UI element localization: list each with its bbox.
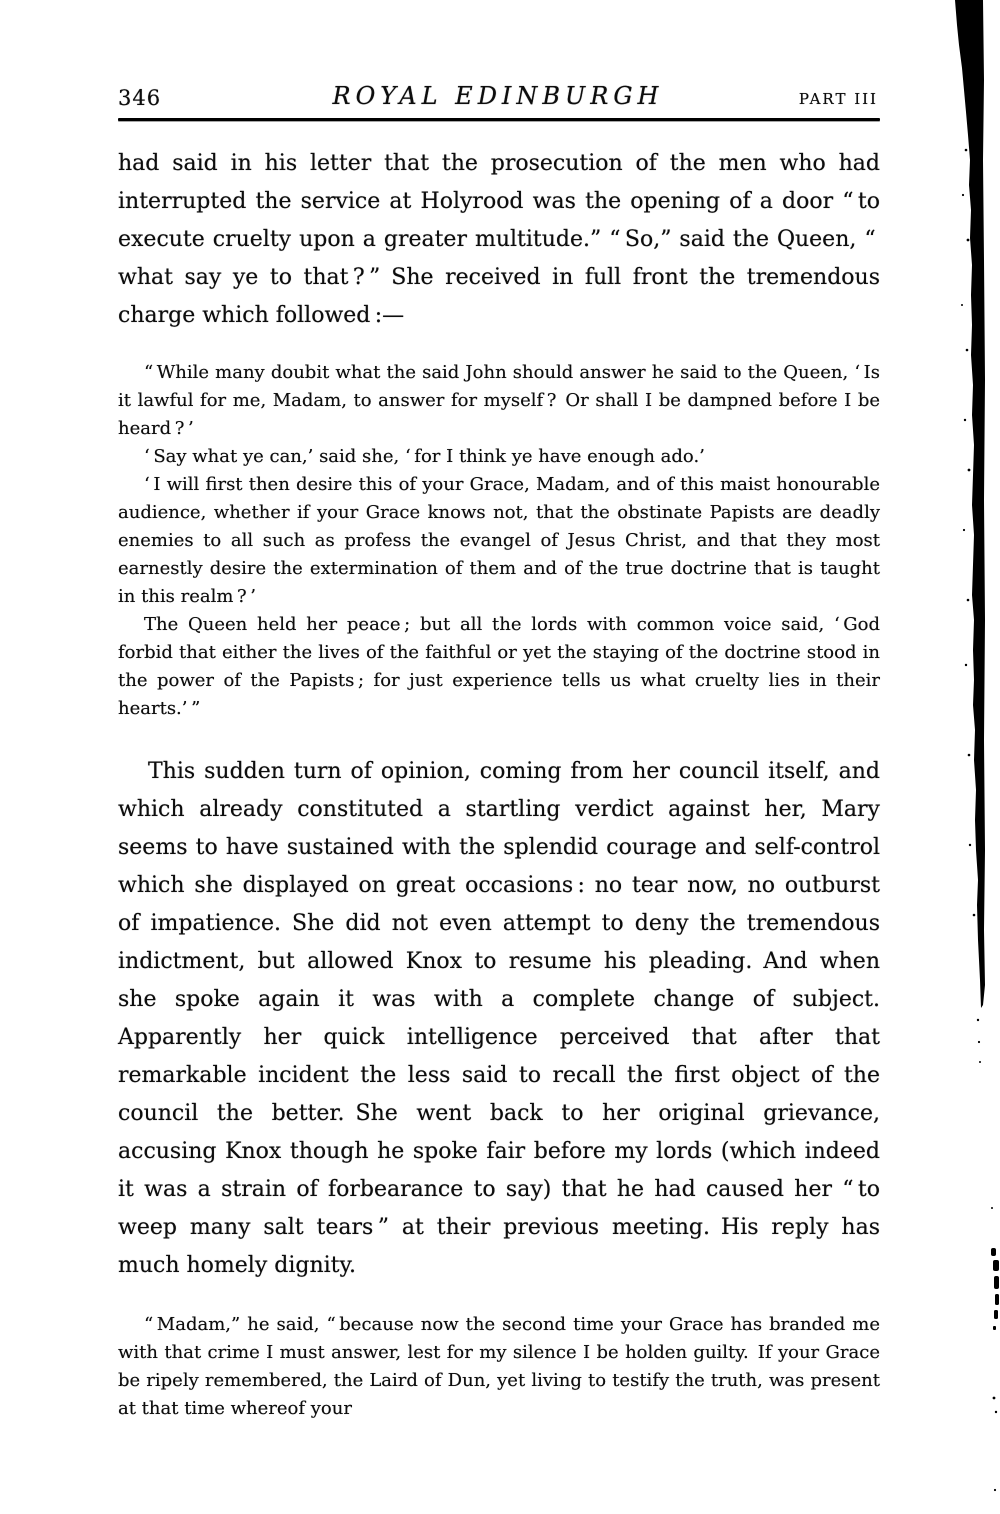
quote-paragraph: ‘ I will first then desire this of your Grace, Madam, and of this maist honourable audience, whether if your Grace knows not, that the obstinate Papists are deadly enemies to all such as profess the evangel of Jesus Christ, and that they most earnestly desire the extermination of them and of the true doctrine that is taught in this realm ? ’	[118, 474, 880, 607]
quotation-block	[118, 359, 880, 723]
running-title: ROYAL EDINBURGH	[332, 82, 664, 110]
page-header	[118, 76, 878, 110]
quote-paragraph-knox-reply: “ Madam,” he said, “ because now the second time your Grace has branded me with that crime I must answer, lest for my silence I be holden guilty. If your Grace be ripely remembered, the Laird of Dun, yet living to testify the truth, was present at that time whereof your	[118, 1314, 880, 1419]
part-label: PART III	[798, 90, 878, 108]
page-number: 346	[118, 86, 162, 110]
page-edge-shadow	[950, 0, 1000, 1514]
quote-paragraph: “ While many doubit what the said John should answer he said to the Queen, ‘ Is it lawful for me, Madam, to answer for myself ? Or shall I be dampned before I be heard ? ’	[118, 362, 880, 439]
paragraph-narrative: This sudden turn of opinion, coming from her council itself, and which already constituted a startling verdict against her, Mary seems to have sustained with the splendid courage and self-control which she displayed on great occasions : no tear now, no outburst of impatience. She did not even attempt to deny the tremendous indictment, but allowed Knox to resume his pleading. And when she spoke again it was with a complete change of subject. Apparently her quick intelligence perceived that after that remarkable incident the less said to recall the first object of the council the better. She went back to her original grievance, accusing Knox though he spoke fair before my lords (which indeed it was a strain of forbearance to say) that he had caused her “ to weep many salt tears ” at their previous meeting. His reply has much homely dignity.	[118, 759, 880, 1278]
paragraph-continuation: had said in his letter that the prosecution of the men who had interrupted the service at Holyrood was the opening of a door “ to execute cruelty upon a greater multitude.” “ So,” said the Queen, “ what say ye to that ? ” She received in full front the tremendous charge which followed :—	[118, 151, 880, 328]
page-body	[118, 145, 880, 1423]
quote-paragraph: ‘ Say what ye can,’ said she, ‘ for I think ye have enough ado.’	[144, 446, 705, 467]
quote-paragraph: The Queen held her peace ; but all the lords with common voice said, ‘ God forbid that either the lives of the faithful or yet the staying of the doctrine stood in the power of the Papists ; for just experience tells us what cruelty lies in their hearts.’ ”	[118, 614, 880, 719]
header-rule	[118, 118, 880, 121]
